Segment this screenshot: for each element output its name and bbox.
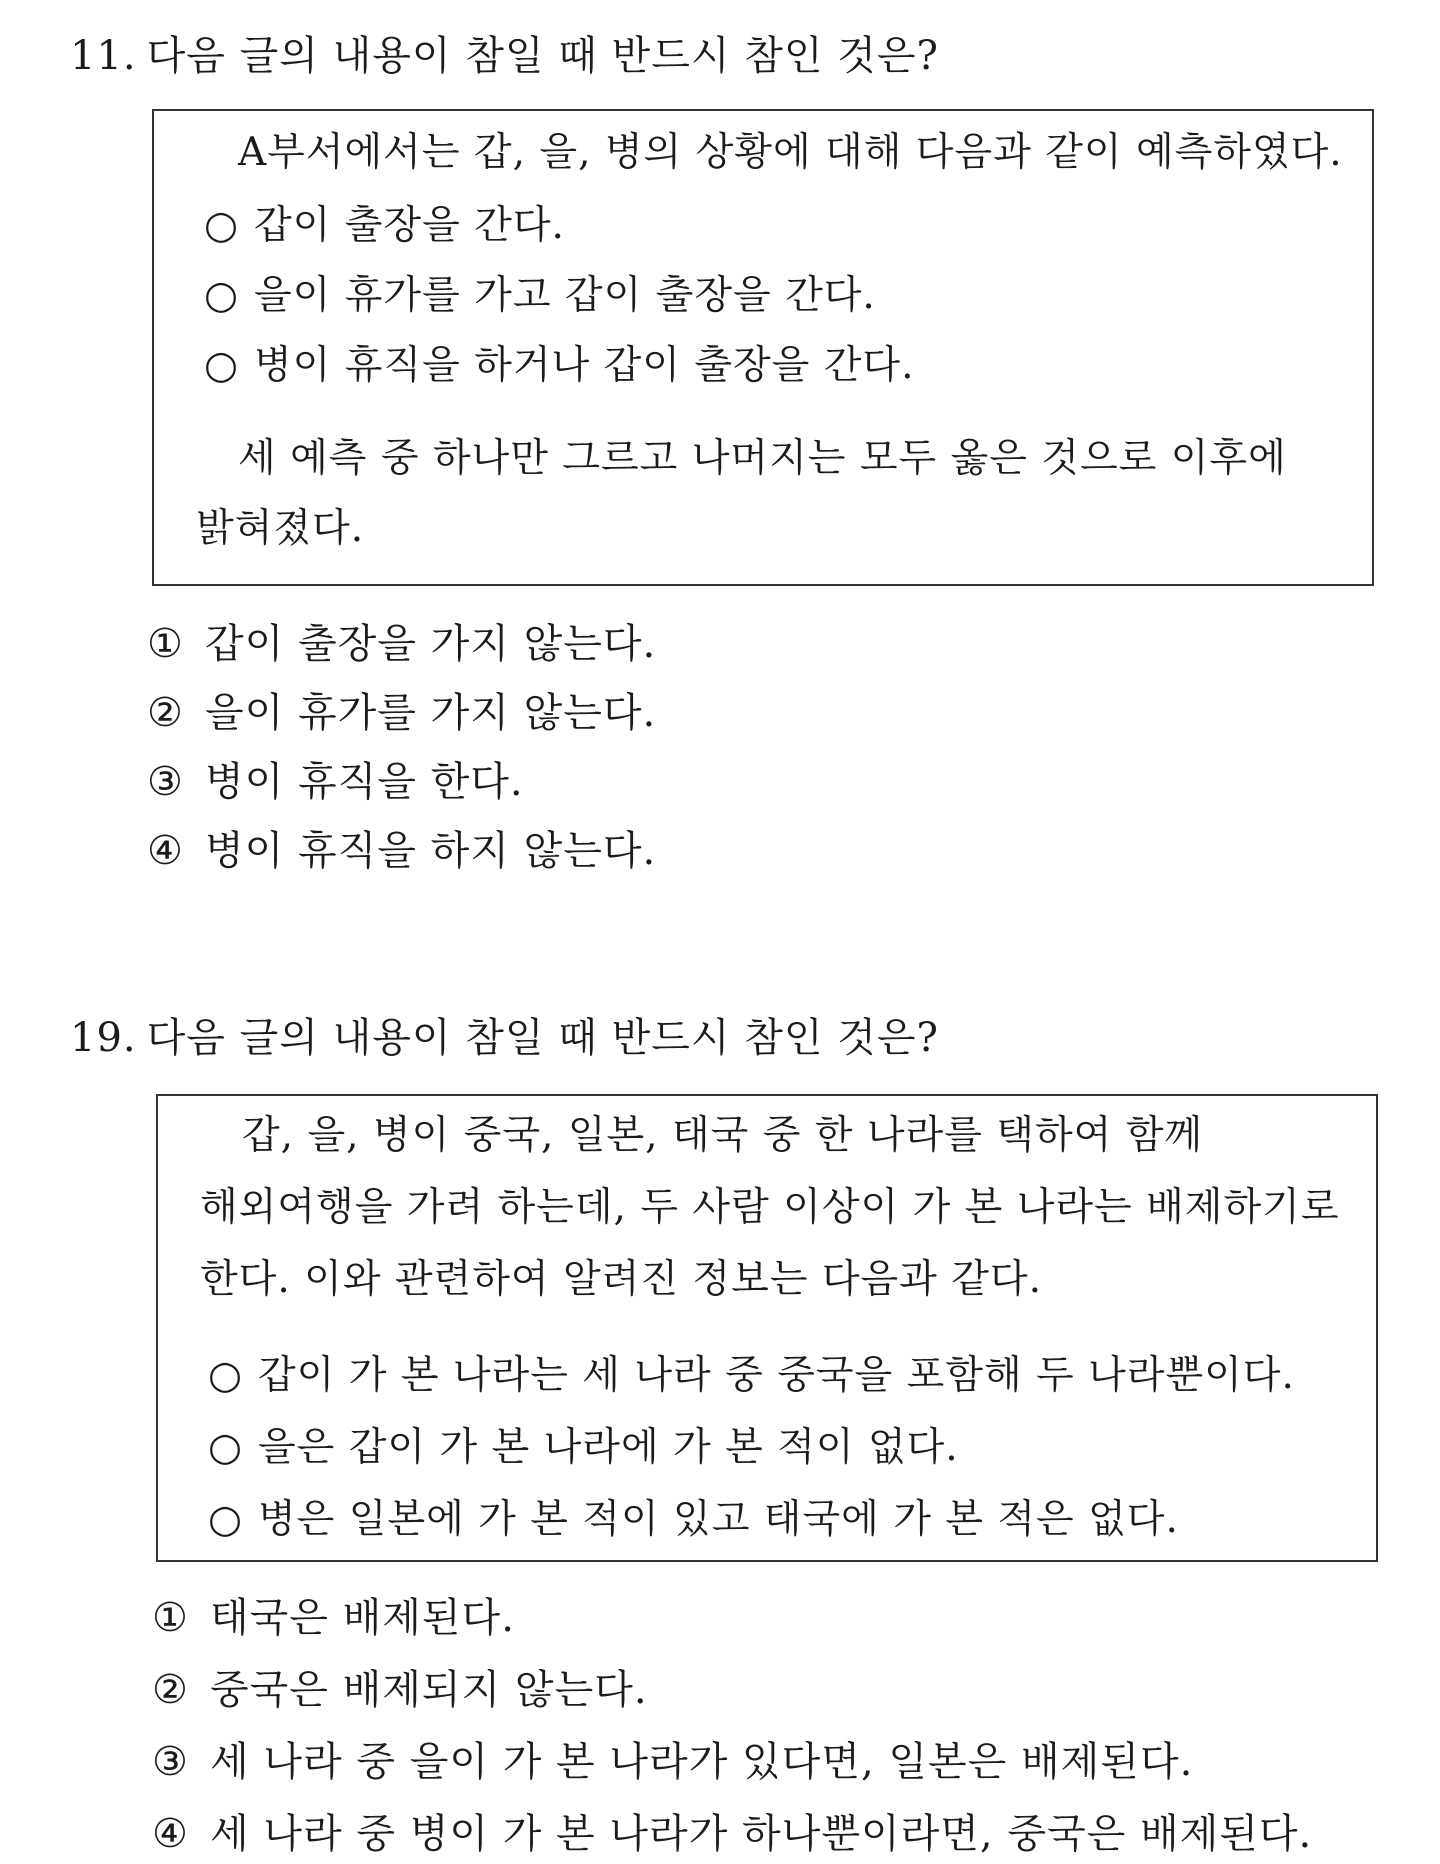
answer-choice[interactable] [147, 614, 656, 674]
answer-choice[interactable] [147, 752, 524, 812]
answer-choice[interactable] [152, 1732, 1193, 1792]
choice-text: 중국은 배제되지 않는다. [210, 1667, 648, 1713]
passage-intro: A부서에서는 갑, 을, 병의 상황에 대해 다음과 같이 예측하였다. [238, 130, 1343, 175]
question-number: 11. [70, 33, 137, 79]
question-number: 19. [70, 1015, 137, 1061]
passage-box [152, 109, 1374, 586]
bullet-text: 병은 일본에 가 본 적이 있고 태국에 가 본 적은 없다. [258, 1497, 1179, 1542]
bullet-mark: ○ [208, 1497, 244, 1542]
passage-box [156, 1094, 1378, 1562]
choice-number: ④ [152, 1811, 189, 1857]
bullet-text: 을이 휴가를 가고 갑이 출장을 간다. [254, 273, 876, 318]
bullet-text: 을은 갑이 가 본 나라에 가 본 적이 없다. [258, 1425, 959, 1470]
choice-text: 을이 휴가를 가지 않는다. [205, 690, 657, 736]
passage-bullet [204, 336, 915, 396]
answer-choice[interactable] [147, 821, 656, 881]
answer-choice[interactable] [152, 1588, 515, 1648]
passage-closing: 세 예측 중 하나만 그르고 나머지는 모두 옳은 것으로 이후에 [238, 436, 1287, 481]
choice-number: ① [147, 621, 184, 667]
bullet-text: 갑이 출장을 간다. [254, 203, 565, 248]
passage-closing: 밝혀졌다. [196, 506, 365, 551]
question-11-title [70, 26, 939, 86]
passage-bullet [204, 266, 876, 326]
choice-number: ③ [147, 759, 184, 805]
answer-choice[interactable] [147, 683, 656, 743]
bullet-mark: ○ [204, 343, 240, 388]
question-19-title [70, 1008, 939, 1068]
passage-bullet [208, 1490, 1179, 1550]
answer-choice[interactable] [152, 1804, 1312, 1864]
choice-text: 병이 휴직을 하지 않는다. [205, 828, 657, 874]
choice-number: ③ [152, 1739, 189, 1785]
bullet-mark: ○ [208, 1353, 244, 1398]
question-text: 다음 글의 내용이 참일 때 반드시 참인 것은? [146, 33, 939, 79]
answer-choice[interactable] [152, 1660, 648, 1720]
passage-intro: 해외여행을 가려 하는데, 두 사람 이상이 가 본 나라는 배제하기로 [200, 1185, 1340, 1230]
choice-text: 태국은 배제된다. [210, 1595, 515, 1641]
bullet-mark: ○ [208, 1425, 244, 1470]
choice-text: 갑이 출장을 가지 않는다. [205, 621, 657, 667]
choice-number: ② [152, 1667, 189, 1713]
passage-bullet [208, 1418, 959, 1478]
choice-number: ② [147, 690, 184, 736]
choice-text: 세 나라 중 을이 가 본 나라가 있다면, 일본은 배제된다. [210, 1739, 1194, 1785]
passage-bullet [204, 196, 565, 256]
choice-number: ① [152, 1595, 189, 1641]
choice-text: 세 나라 중 병이 가 본 나라가 하나뿐이라면, 중국은 배제된다. [210, 1811, 1313, 1857]
passage-intro: 한다. 이와 관련하여 알려진 정보는 다음과 같다. [200, 1257, 1042, 1302]
bullet-mark: ○ [204, 203, 240, 248]
choice-number: ④ [147, 828, 184, 874]
bullet-text: 갑이 가 본 나라는 세 나라 중 중국을 포함해 두 나라뿐이다. [258, 1353, 1295, 1398]
choice-text: 병이 휴직을 한다. [205, 759, 524, 805]
question-text: 다음 글의 내용이 참일 때 반드시 참인 것은? [146, 1015, 939, 1061]
bullet-mark: ○ [204, 273, 240, 318]
bullet-text: 병이 휴직을 하거나 갑이 출장을 간다. [254, 343, 915, 388]
passage-intro: 갑, 을, 병이 중국, 일본, 태국 중 한 나라를 택하여 함께 [242, 1113, 1204, 1158]
passage-bullet [208, 1346, 1295, 1406]
